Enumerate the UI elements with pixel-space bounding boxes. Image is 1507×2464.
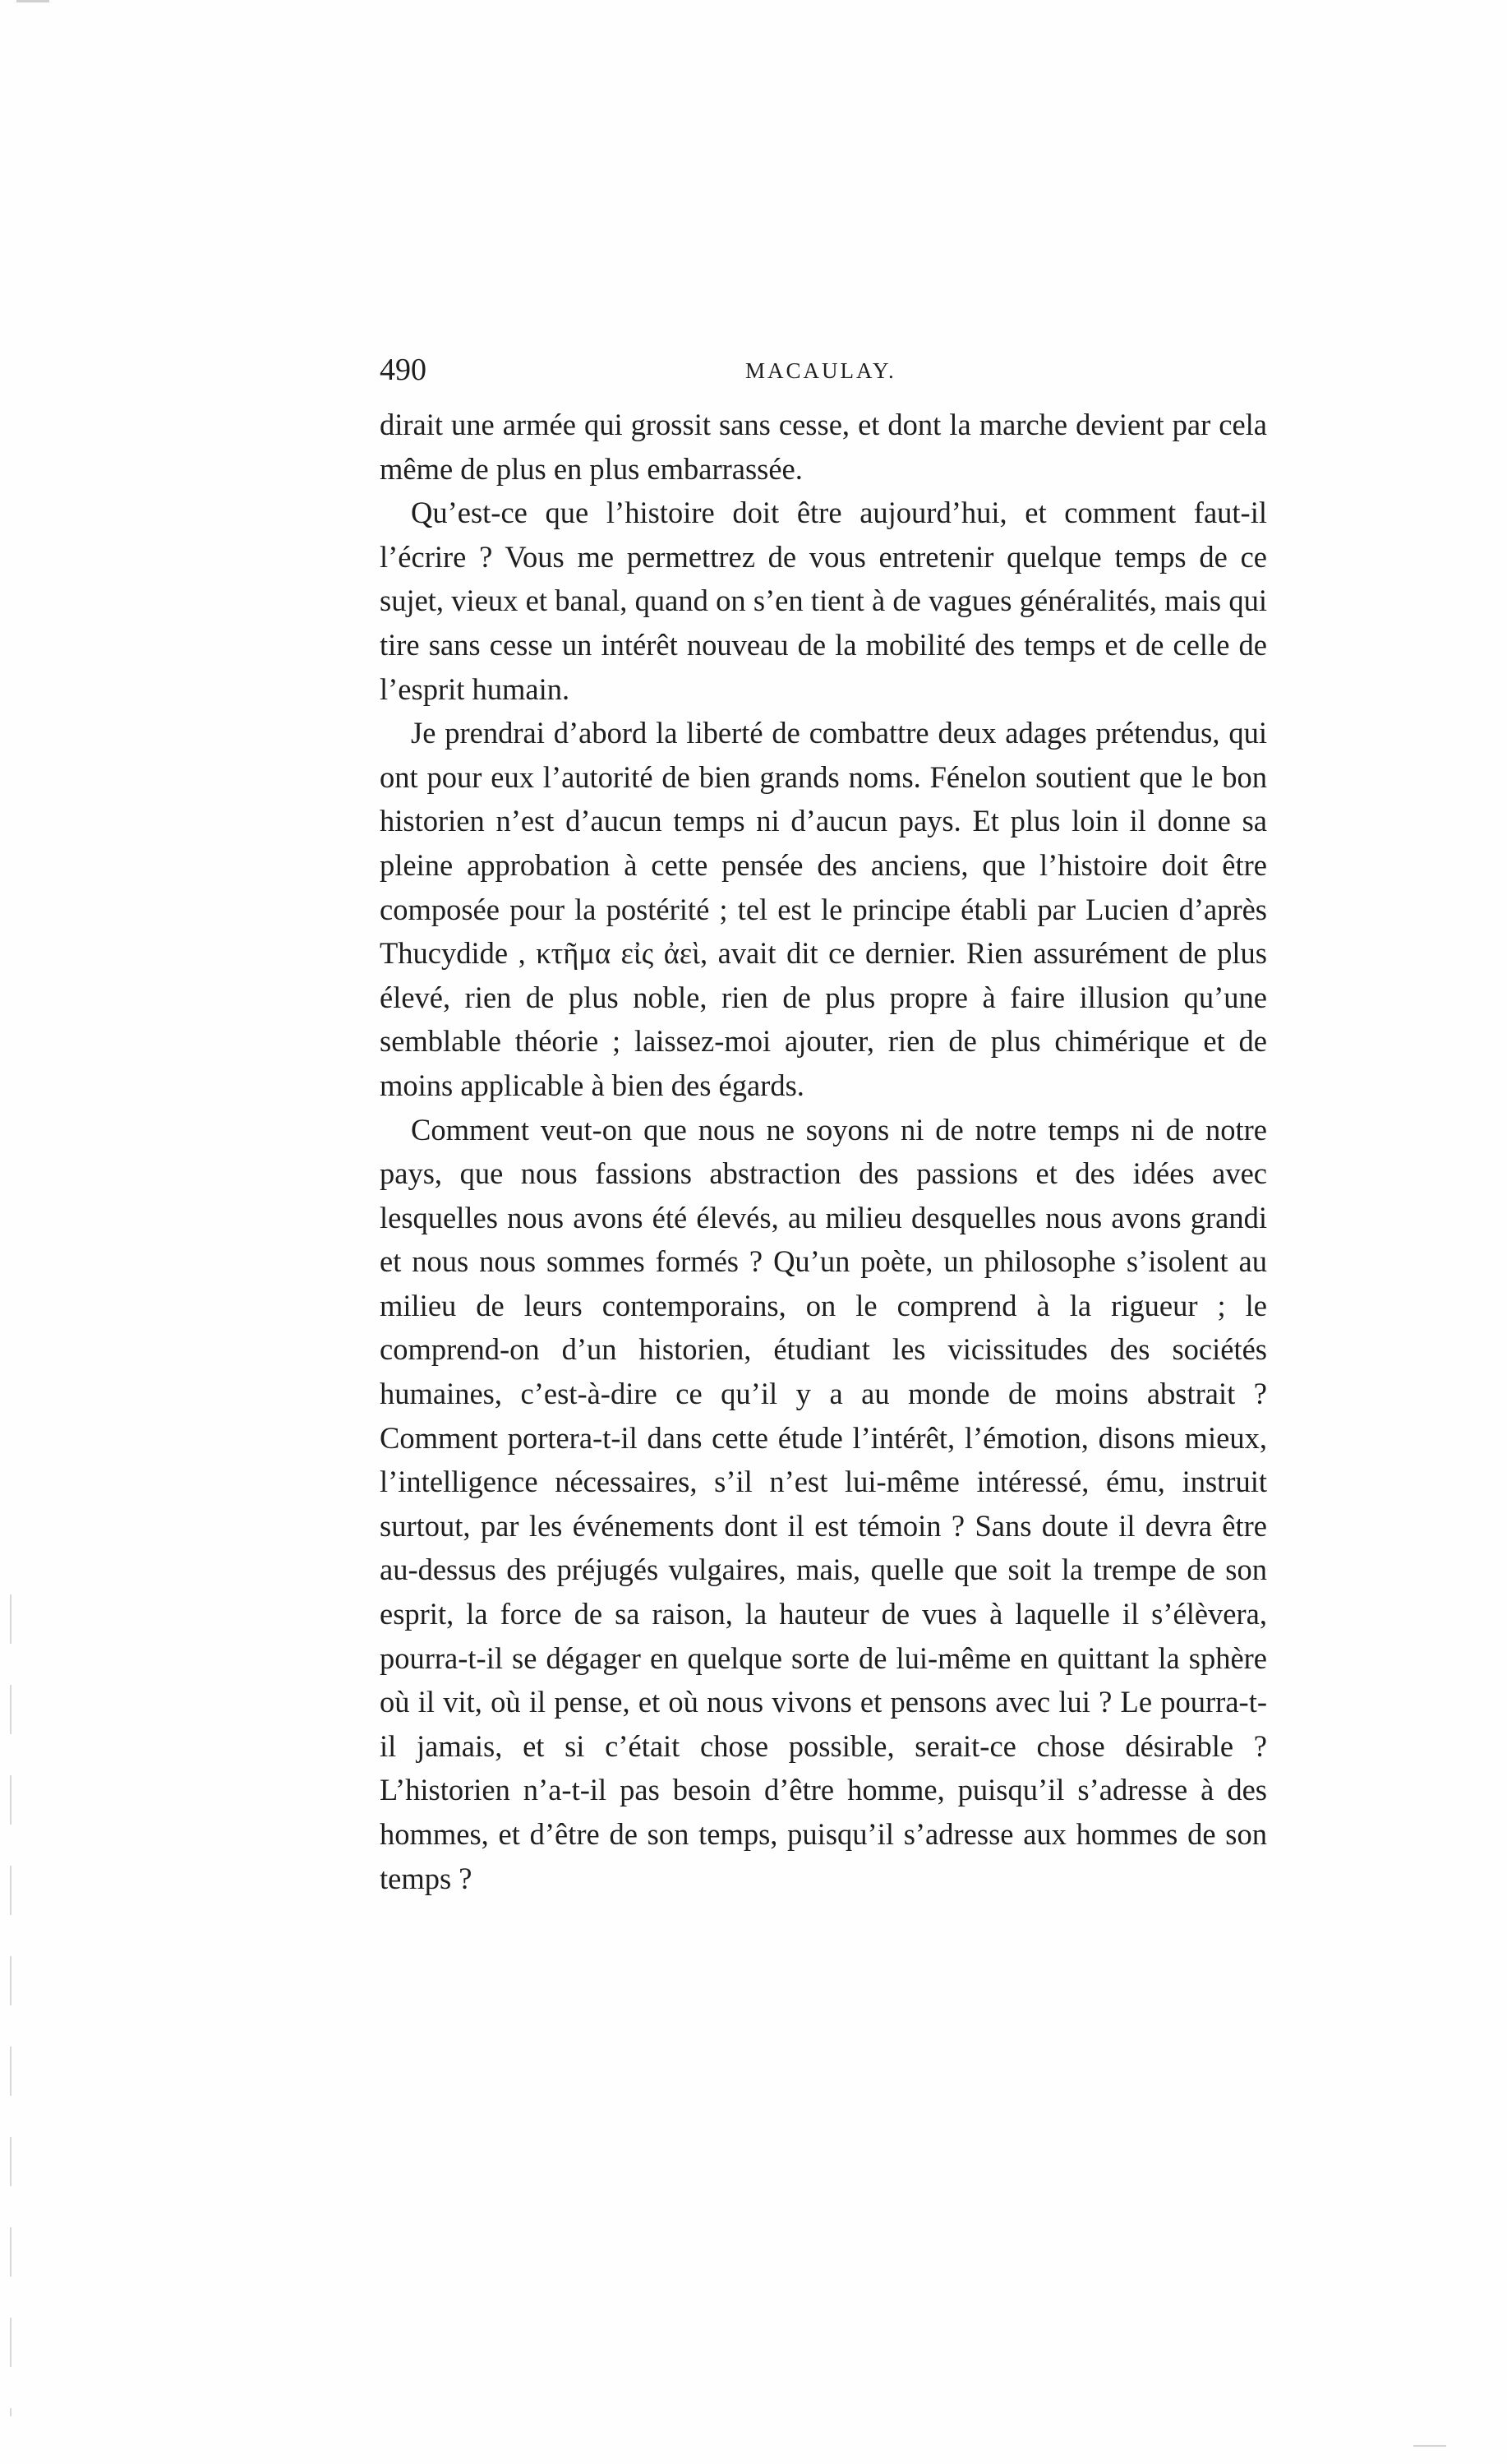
paragraph: Je prendrai d’abord la liberté de combattre deux adages prétendus, qui ont pour eux l’autorité de bien grands noms. Fénelon soutient que le bon historien n’est d’aucun temps ni d’aucun pays. Et plus loin il donne sa pleine approbation à cette pensée des anciens, que l’histoire doit être composée pour la postérité ; tel est le principe établi par Lucien d’après Thucydide , κτῆμα εἰς ἀεὶ, avait dit ce dernier. Rien assurément de plus élevé, rien de plus noble, rien de plus propre à faire illusion qu’une semblable théorie ; laissez-moi ajouter, rien de plus chimérique et de moins applicable à bien des égards. — [380, 716, 1267, 1102]
paragraph: Comment veut-on que nous ne soyons ni de notre temps ni de notre pays, que nous fassions abstraction des passions et des idées avec lesquelles nous avons été élevés, au milieu desquelles nous avons grandi et nous nous sommes formés ? Qu’un poète, un philosophe s’isolent au milieu de leurs contemporains, on le comprend à la rigueur ; le comprend-on d’un historien, étudiant les vicissitudes des sociétés humaines, c’est-à-dire ce qu’il y a au monde de moins abstrait ? Comment portera-t-il dans cette étude l’intérêt, l’émotion, disons mieux, l’intelligence nécessaires, s’il n’est lui-même intéressé, ému, instruit surtout, par les événements dont il est témoin ? Sans doute il devra être au-dessus des préjugés vulgaires, mais, quelle que soit la trempe de son esprit, la force de sa raison, la hauteur de vues à laquelle il s’élèvera, pourra-t-il se dégager en quelque sorte de lui-même en quittant la sphère où il vit, où il pense, et où nous vivons et pensons avec lui ? Le pourra-t-il jamais, et si c’était chose possible, serait-ce chose désirable ? L’historien n’a-t-il pas besoin d’être homme, puisqu’il s’adresse à des hommes, et d’être de son temps, puisqu’il s’adresse aux hommes de son temps ? — [380, 1112, 1267, 1895]
running-title: MACAULAY. — [745, 358, 896, 383]
scan-artifact — [1413, 2445, 1446, 2447]
page-number: 490 — [380, 353, 426, 387]
paragraph: Qu’est-ce que l’histoire doit être aujourd’hui, et comment faut-il l’écrire ? Vous me permettrez de vous entretenir quelque temps de ce sujet, vieux et banal, quand on s’en tient à de vagues généralités, mais qui tire sans cesse un intérêt nouveau de la mobilité des temps et de celle de l’esprit humain. — [380, 496, 1267, 706]
body-text — [380, 403, 1267, 1900]
paragraph: dirait une armée qui grossit sans cesse, et dont la marche devient par cela même de plus en plus embarrassée. — [380, 408, 1267, 486]
running-head — [380, 349, 1267, 390]
scan-artifact — [10, 1594, 12, 2416]
scan-artifact — [16, 0, 49, 2]
